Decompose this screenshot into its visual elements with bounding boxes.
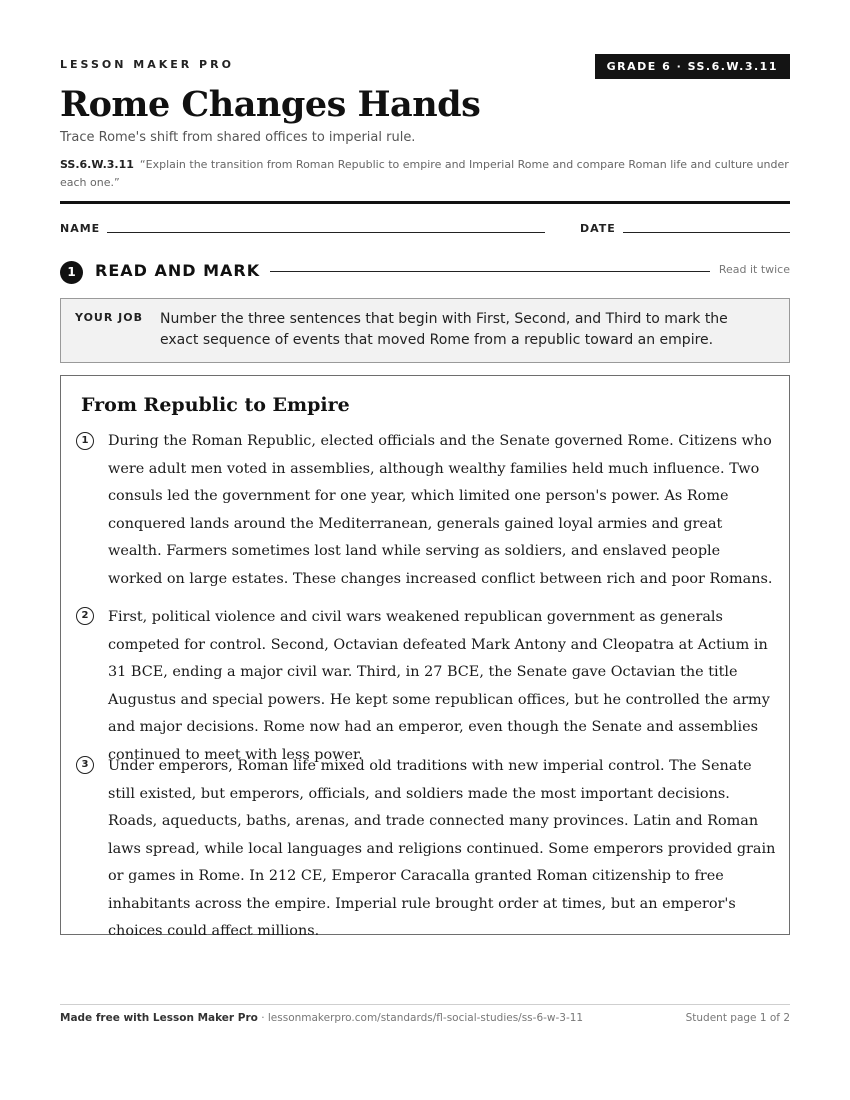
- your-job-text: Number the three sentences that begin with First, Second, and Third to mark the exact sequence of events that moved Rome from a republic toward an empire.: [160, 311, 728, 348]
- date-label: DATE: [580, 222, 616, 235]
- name-label: NAME: [60, 222, 101, 235]
- paragraph-2: First, political violence and civil wars weakened republican government as generals competed for control. Second, Octavian defeated Mark Antony and Cleopatra at Actium in 31 BCE, ending a major civil war. Third, in 27 BCE, the Senate gave Octavian the title Augustus and special powers. He kept some republican offices, but he controlled the army and major decisions. Rome now had an emperor, even though the Senate and assemblies continued to meet with less power.: [108, 609, 770, 763]
- brand-name: LESSON MAKER PRO: [60, 58, 234, 71]
- footer-page-label: Student page 1 of 2: [685, 1012, 790, 1024]
- section-note: Read it twice: [718, 263, 790, 276]
- reading-passage-box: [60, 375, 790, 939]
- grade-badge: GRADE 6 · SS.6.W.3.11: [595, 54, 790, 79]
- header-divider: [60, 201, 790, 204]
- footer-divider: [60, 1004, 790, 1005]
- standard-statement: [60, 156, 790, 192]
- section-number-badge: 1: [60, 261, 83, 284]
- your-job-box: [60, 298, 790, 363]
- paragraph-3: Under emperors, Roman life mixed old traditions with new imperial control. The Senate still existed, but emperors, officials, and soldiers made the most important decisions. Roads, aqueducts, baths, arenas, and trade connected many provinces. Latin and Roman laws spread, while local languages and religions continued. Some emperors provided grain or games in Rome. In 212 CE, Emperor Caracalla granted Roman citizenship to free inhabitants across the empire. Imperial rule brought order at times, but an emperor's choices could affect millions.: [108, 758, 776, 939]
- paragraph-number-3: 3: [76, 756, 94, 774]
- footer-credit: [60, 1012, 583, 1024]
- paragraph-number-2: 2: [76, 607, 94, 625]
- paragraph-number-1: 1: [76, 432, 94, 450]
- section-divider: [270, 271, 710, 272]
- standard-code: SS.6.W.3.11: [60, 158, 134, 171]
- page-subtitle: Trace Rome's shift from shared offices to imperial rule.: [60, 130, 416, 145]
- section-title: READ AND MARK: [95, 261, 261, 280]
- standard-text: “Explain the transition from Roman Republic to empire and Imperial Rome and compare Roman life and culture under each one.”: [60, 158, 789, 189]
- reading-title: From Republic to Empire: [81, 394, 350, 416]
- footer-url[interactable]: · lessonmakerpro.com/standards/fl-social-studies/ss-6-w-3-11: [257, 1012, 584, 1024]
- date-line[interactable]: [623, 232, 790, 233]
- footer-made-with: Made free with Lesson Maker Pro: [60, 1012, 258, 1024]
- name-line[interactable]: [107, 232, 545, 233]
- your-job-label: YOUR JOB: [75, 311, 143, 324]
- page-title: Rome Changes Hands: [60, 84, 481, 125]
- paragraph-1: During the Roman Republic, elected officials and the Senate governed Rome. Citizens who were adult men voted in assemblies, although wealthy families held much influence. Two consuls led the government for one year, which limited one person's power. As Rome conquered lands around the Mediterranean, generals gained loyal armies and great wealth. Farmers sometimes lost land while serving as soldiers, and enslaved people worked on large estates. These changes increased conflict between rich and poor Romans.: [108, 433, 773, 587]
